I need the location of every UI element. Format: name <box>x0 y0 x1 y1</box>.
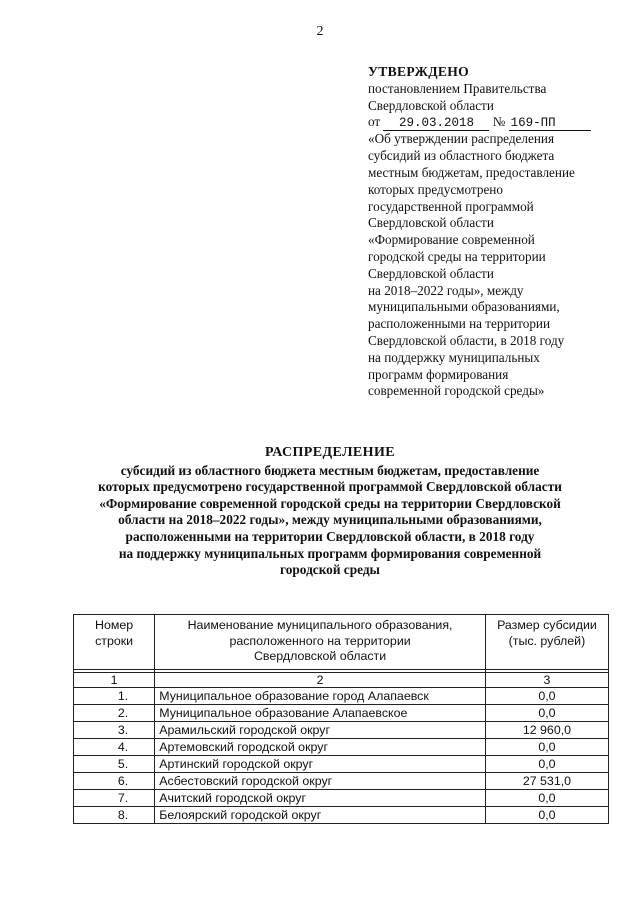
approval-heading: УТВЕРЖДЕНО <box>368 64 470 79</box>
row-number: 7. <box>74 789 155 806</box>
approval-subject-line: государственной программой <box>368 198 534 214</box>
distribution-line: области на 2018–2022 годы», между муниципальными образованиями, <box>118 512 542 528</box>
header-subsidy-amount <box>485 615 608 670</box>
approval-line-1: постановлением Правительства <box>368 80 547 96</box>
municipality-name: Артемовский городской округ <box>155 738 486 755</box>
header-text: Размер субсидии <box>497 618 597 632</box>
municipality-name: Асбестовский городской округ <box>155 772 486 789</box>
page-number: 2 <box>316 24 324 39</box>
header-text: Номер <box>95 618 134 632</box>
distribution-line: городской среды <box>280 562 380 578</box>
subsidy-table <box>73 614 609 824</box>
approval-subject-line: городской среды на территории <box>368 248 546 264</box>
approval-subject-line: Свердловской области <box>368 215 494 231</box>
table-row <box>74 772 609 789</box>
from-label: от <box>368 114 381 130</box>
row-number: 6. <box>74 772 155 789</box>
approval-subject-line: субсидий из областного бюджета <box>368 148 555 164</box>
municipality-name: Ачитский городской округ <box>155 789 486 806</box>
column-number-row <box>74 672 609 687</box>
row-number: 8. <box>74 806 155 823</box>
row-number: 5. <box>74 755 155 772</box>
approval-block <box>368 64 618 400</box>
table-row <box>74 687 609 704</box>
subsidy-amount: 0,0 <box>485 704 608 721</box>
table-row <box>74 755 609 772</box>
approval-subject-line: «Формирование современной <box>368 232 535 248</box>
distribution-line: на поддержку муниципальных программ формирования современной <box>118 545 542 561</box>
column-number: 3 <box>485 672 608 687</box>
subsidy-amount: 0,0 <box>485 738 608 755</box>
subsidy-amount: 0,0 <box>485 789 608 806</box>
subsidy-amount: 27 531,0 <box>485 772 608 789</box>
approval-date: 29.03.2018 <box>383 116 489 131</box>
table-row <box>74 738 609 755</box>
table-row <box>74 704 609 721</box>
column-number: 2 <box>155 672 486 687</box>
approval-subject-line: Свердловской области <box>368 265 494 281</box>
header-text: (тыс. рублей) <box>508 633 586 648</box>
municipality-name: Белоярский городской округ <box>155 806 486 823</box>
table-row <box>74 789 609 806</box>
row-number: 4. <box>74 738 155 755</box>
distribution-title: РАСПРЕДЕЛЕНИЕ <box>265 445 395 460</box>
approval-subject-line: которых предусмотрено <box>368 181 503 197</box>
approval-subject-line: Свердловской области, в 2018 году <box>368 332 565 348</box>
municipality-name: Арамильский городской округ <box>155 721 486 738</box>
header-text: строки <box>95 633 134 648</box>
approval-subject-line: муниципальными образованиями, <box>368 299 560 315</box>
municipality-name: Артинский городской округ <box>155 755 486 772</box>
distribution-heading <box>60 445 600 579</box>
approval-subject-line: программ формирования <box>368 366 509 382</box>
approval-line-2: Свердловской области <box>368 97 494 113</box>
distribution-line: которых предусмотрено государственной программой Свердловской области <box>98 479 562 495</box>
header-row-number <box>74 615 155 670</box>
header-text: расположенного на территории <box>229 633 411 648</box>
approval-subject-line: на 2018–2022 годы», между <box>368 282 524 298</box>
approval-subject-line: на поддержку муниципальных <box>368 349 540 365</box>
approval-date-number-line <box>368 114 618 131</box>
approval-number: 169-ПП <box>509 116 591 131</box>
header-text: Наименование муниципального образования, <box>187 618 453 632</box>
distribution-line: субсидий из областного бюджета местным бюджетам, предоставление <box>120 462 540 478</box>
column-number: 1 <box>74 672 155 687</box>
subsidy-amount: 0,0 <box>485 755 608 772</box>
subsidy-amount: 0,0 <box>485 687 608 704</box>
row-number: 1. <box>74 687 155 704</box>
approval-subject-line: расположенными на территории <box>368 316 551 332</box>
municipality-name: Муниципальное образование город Алапаевск <box>155 687 486 704</box>
distribution-line: расположенными на территории Свердловской области, в 2018 году <box>125 528 535 544</box>
row-number: 2. <box>74 704 155 721</box>
table-row <box>74 806 609 823</box>
table-header-row <box>74 615 609 670</box>
municipality-name: Муниципальное образование Алапаевское <box>155 704 486 721</box>
distribution-line: «Формирование современной городской среды на территории Свердловской <box>99 495 561 511</box>
approval-subject-line: местным бюджетам, предоставление <box>368 164 575 180</box>
subsidy-amount: 12 960,0 <box>485 721 608 738</box>
table-row <box>74 721 609 738</box>
header-text: Свердловской области <box>253 649 387 663</box>
subsidy-amount: 0,0 <box>485 806 608 823</box>
header-municipality <box>155 615 486 670</box>
approval-subject-line: «Об утверждении распределения <box>368 131 555 147</box>
row-number: 3. <box>74 721 155 738</box>
approval-subject-line: современной городской среды» <box>368 383 545 399</box>
number-label: № <box>492 114 506 130</box>
